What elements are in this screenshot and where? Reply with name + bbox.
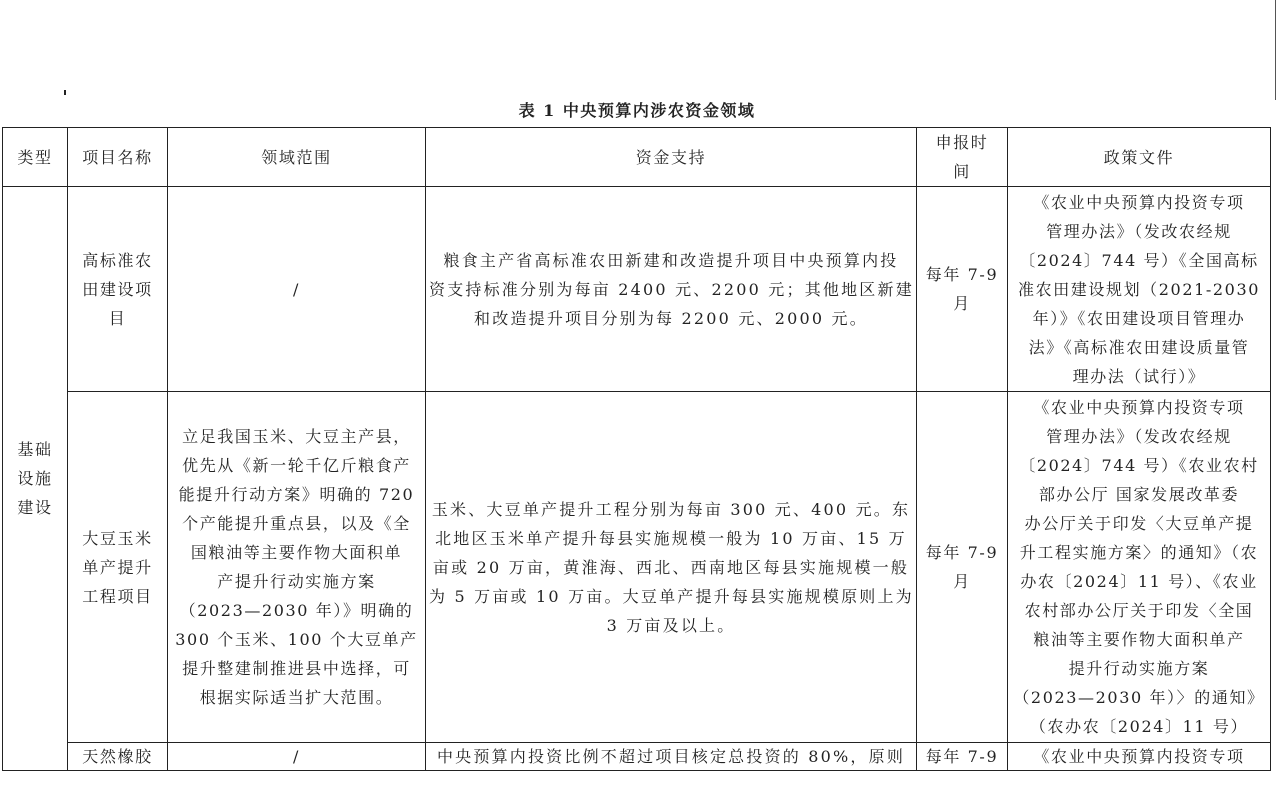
policy-cell	[1008, 743, 1271, 771]
policy-line: 年）》《农田建设项目管理办	[1032, 308, 1246, 328]
project-name-line: 高标准农	[82, 250, 153, 270]
funding-line: 中央预算内投资比例不超过项目核定总投资的 80%，原则	[436, 746, 906, 766]
funding-cell	[426, 743, 917, 771]
funding-line: 亩或 20 万亩，黄淮海、西北、西南地区每县实施规模一般	[432, 557, 910, 577]
policy-line: 粮油等主要作物大面积单产	[1033, 630, 1245, 649]
category-cell	[3, 187, 68, 771]
policy-line: 〔2024〕744 号）《农业农村	[1019, 456, 1259, 475]
header-scope: 领域范围	[168, 128, 426, 187]
table-title: 表 1 中央预算内涉农资金领域	[518, 101, 756, 120]
scope-cell	[168, 392, 426, 743]
project-name-line: 天然橡胶	[82, 746, 153, 766]
scope-line: 提升整建制推进县中选择，可	[182, 659, 411, 678]
policy-line: 农村部办公厅关于印发〈全国	[1024, 601, 1254, 620]
project-name-cell	[68, 187, 168, 392]
category-line: 建设	[17, 498, 53, 517]
period-line: 每年 7-9	[925, 746, 999, 766]
scope-line: 300 个玉米、100 个大豆单产	[175, 630, 418, 649]
policy-line: （2023—2030 年）〉的通知》	[1013, 688, 1265, 707]
policy-line: 管理办法》（发改农经规	[1046, 221, 1232, 241]
period-line: 月	[953, 294, 971, 313]
scope-line: 立足我国玉米、大豆主产县，	[182, 427, 411, 446]
table-row	[3, 392, 1271, 743]
table-header-row	[3, 128, 1271, 187]
stray-mark	[64, 90, 66, 95]
scope-line: （2023—2030 年）》明确的	[179, 601, 414, 620]
policy-line: 法》《高标准农田建设质量管	[1028, 337, 1250, 357]
project-name-cell	[68, 392, 168, 743]
project-name-line: 田建设项	[82, 279, 153, 299]
scope-cell	[168, 743, 426, 771]
header-period-line: 间	[953, 162, 971, 181]
period-line: 每年 7-9	[925, 543, 999, 562]
policy-cell	[1008, 187, 1271, 392]
funding-line: 和改造提升项目分别为每 2200 元、2000 元。	[474, 308, 868, 328]
funding-cell	[426, 187, 917, 392]
funding-line: 3 万亩及以上。	[606, 615, 736, 635]
table-row	[3, 743, 1271, 771]
project-name-line: 目	[108, 308, 127, 328]
policy-line: 升工程实施方案〉的通知》（农	[1019, 543, 1259, 562]
funding-cell	[426, 392, 917, 743]
header-period-line: 申报时	[935, 133, 989, 152]
funding-line: 资支持标准分别为每亩 2400 元、2200 元；其他地区新建	[429, 279, 914, 299]
scope-line: 优先从《新一轮千亿斤粮食产	[182, 456, 411, 475]
project-name-cell	[68, 743, 168, 771]
policy-line: 〔2024〕744 号）《全国高标	[1019, 250, 1259, 270]
scope-line: 个产能提升重点县，以及《全	[182, 514, 411, 533]
project-name-line: 工程项目	[82, 586, 153, 606]
header-period	[917, 128, 1008, 187]
scope-cell	[168, 187, 426, 392]
policy-cell	[1008, 392, 1271, 743]
header-policy: 政策文件	[1008, 128, 1271, 187]
policy-line: 理办法（试行）》	[1072, 366, 1206, 386]
period-line: 每年 7-9	[925, 265, 999, 284]
policy-line: （农办农〔2024〕11 号）	[1029, 717, 1249, 736]
funding-line: 玉米、大豆单产提升工程分别为每亩 300 元、400 元。东	[431, 499, 911, 519]
page-edge-line	[1275, 0, 1276, 100]
funding-line: 粮食主产省高标准农田新建和改造提升项目中央预算内投	[443, 250, 899, 270]
scope-line: 能提升行动方案》明确的 720	[178, 485, 415, 504]
policy-line: 办农〔2024〕11 号）、《农业	[1020, 572, 1258, 591]
scope-line: 根据实际适当扩大范围。	[199, 688, 394, 707]
period-cell	[917, 392, 1008, 743]
header-name: 项目名称	[68, 128, 168, 187]
scope-line: 产提升行动实施方案	[217, 572, 376, 591]
scope-line: /	[293, 279, 300, 299]
project-name-line: 单产提升	[82, 557, 153, 577]
period-cell	[917, 743, 1008, 771]
funding-table	[2, 127, 1271, 771]
policy-line: 准农田建设规划（2021-2030	[1017, 279, 1261, 299]
category-line: 基础	[17, 440, 53, 459]
policy-line: 提升行动实施方案	[1068, 659, 1210, 678]
policy-line: 管理办法》（发改农经规	[1046, 427, 1232, 446]
policy-line: 部办公厅 国家发展改革委	[1038, 485, 1240, 504]
policy-line: 《农业中央预算内投资专项	[1033, 398, 1245, 417]
scope-line: 国粮油等主要作物大面积单	[190, 543, 403, 562]
policy-line: 《农业中央预算内投资专项	[1033, 746, 1245, 766]
funding-line: 为 5 万亩或 10 万亩。大豆单产提升每县实施规模原则上为	[429, 586, 914, 606]
category-line: 设施	[17, 469, 53, 488]
project-name-line: 大豆玉米	[82, 528, 153, 548]
header-funding: 资金支持	[426, 128, 917, 187]
table-row	[3, 187, 1271, 392]
policy-line: 办公厅关于印发〈大豆单产提	[1024, 514, 1254, 533]
header-type: 类型	[3, 128, 68, 187]
period-line: 月	[953, 572, 971, 591]
period-cell	[917, 187, 1008, 392]
policy-line: 《农业中央预算内投资专项	[1033, 192, 1245, 212]
scope-line: /	[293, 746, 300, 766]
funding-line: 北地区玉米单产提升每县实施规模一般为 10 万亩、15 万	[435, 528, 907, 548]
